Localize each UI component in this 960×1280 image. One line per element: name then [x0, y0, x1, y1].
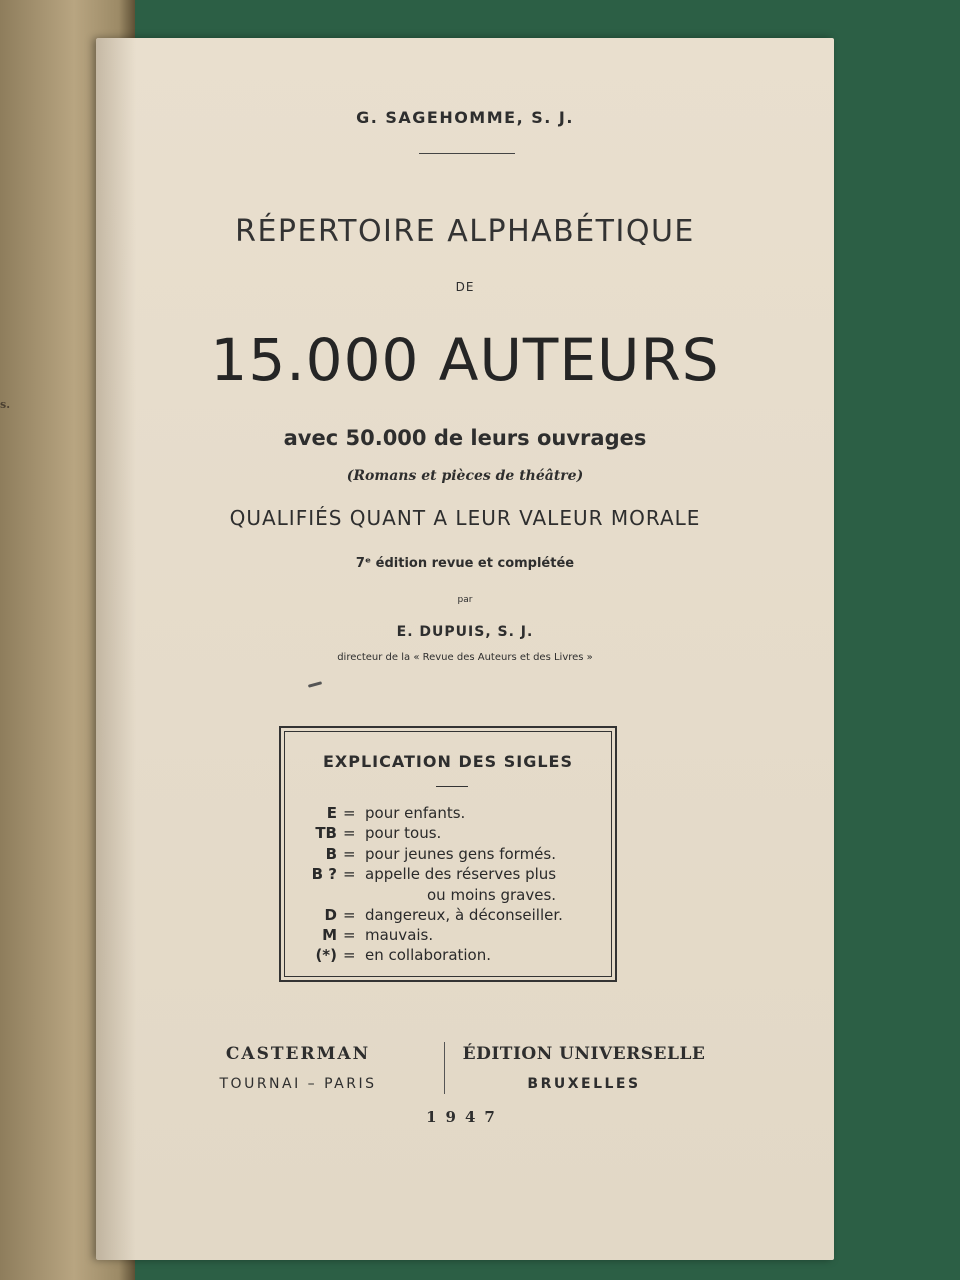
- sigle-code: D: [324, 906, 337, 924]
- sigle-meaning: ou moins graves.: [427, 886, 557, 904]
- title-main: 15.000 AUTEURS: [210, 326, 720, 394]
- editor-role: directeur de la « Revue des Auteurs et des Livres »: [337, 652, 593, 663]
- sigle-equals: =: [343, 804, 356, 822]
- publisher-left-name: CASTERMAN: [225, 1044, 371, 1064]
- sigle-meaning: mauvais.: [365, 926, 434, 944]
- sigle-row: [281, 946, 615, 966]
- publication-year: 1947: [426, 1108, 504, 1126]
- sigle-equals: =: [343, 946, 356, 964]
- sigles-title: EXPLICATION DES SIGLES: [322, 752, 573, 771]
- ink-mark: [308, 681, 322, 688]
- sigle-row: [281, 906, 615, 926]
- sigle-row: [281, 926, 615, 946]
- sigle-row: [281, 845, 615, 865]
- publisher-left-city: TOURNAI – PARIS: [219, 1076, 377, 1092]
- sigle-row-continuation: [281, 886, 615, 906]
- sigle-meaning: appelle des réserves plus: [365, 865, 557, 883]
- sigle-meaning: dangereux, à déconseiller.: [365, 906, 563, 924]
- sigle-equals: =: [343, 926, 356, 944]
- author: G. SAGEHOMME, S. J.: [356, 108, 574, 127]
- sigle-equals: =: [343, 906, 356, 924]
- par-label: par: [457, 595, 473, 605]
- sigle-row: [281, 804, 615, 824]
- sigles-box: [279, 726, 617, 982]
- sigle-equals: =: [343, 845, 356, 863]
- sigles-rule: [436, 786, 468, 787]
- sigle-code: B ?: [311, 865, 337, 883]
- subtitle-qualification: QUALIFIÉS QUANT A LEUR VALEUR MORALE: [229, 506, 701, 530]
- publisher-right-name: ÉDITION UNIVERSELLE: [462, 1044, 706, 1064]
- subtitle-genres: (Romans et pièces de théâtre): [346, 468, 584, 484]
- sigle-meaning: pour enfants.: [365, 804, 466, 822]
- decorative-rule: [419, 153, 515, 154]
- sigle-equals: =: [343, 824, 356, 842]
- sigle-row: [281, 824, 615, 844]
- sigle-meaning: en collaboration.: [365, 946, 492, 964]
- publisher-right-city: BRUXELLES: [527, 1076, 641, 1092]
- title-de: DE: [455, 280, 475, 294]
- sigle-code: M: [322, 926, 337, 944]
- left-page-text-fragment: s.: [0, 398, 11, 411]
- editor-name: E. DUPUIS, S. J.: [396, 624, 534, 640]
- sigle-equals: =: [343, 865, 356, 883]
- sigle-meaning: pour jeunes gens formés.: [365, 845, 556, 863]
- sigle-code: (*): [315, 946, 337, 964]
- edition-note: 7ᵉ édition revue et complétée: [355, 556, 575, 571]
- sigle-meaning: pour tous.: [365, 824, 442, 842]
- sigle-code: B: [325, 845, 337, 863]
- subtitle-works: avec 50.000 de leurs ouvrages: [283, 426, 647, 450]
- title-line-1: RÉPERTOIRE ALPHABÉTIQUE: [235, 214, 695, 249]
- sigle-code: E: [326, 804, 337, 822]
- sigle-row: [281, 865, 615, 885]
- title-page: [96, 38, 834, 1260]
- publisher-divider: [444, 1042, 445, 1094]
- sigle-code: TB: [315, 824, 337, 842]
